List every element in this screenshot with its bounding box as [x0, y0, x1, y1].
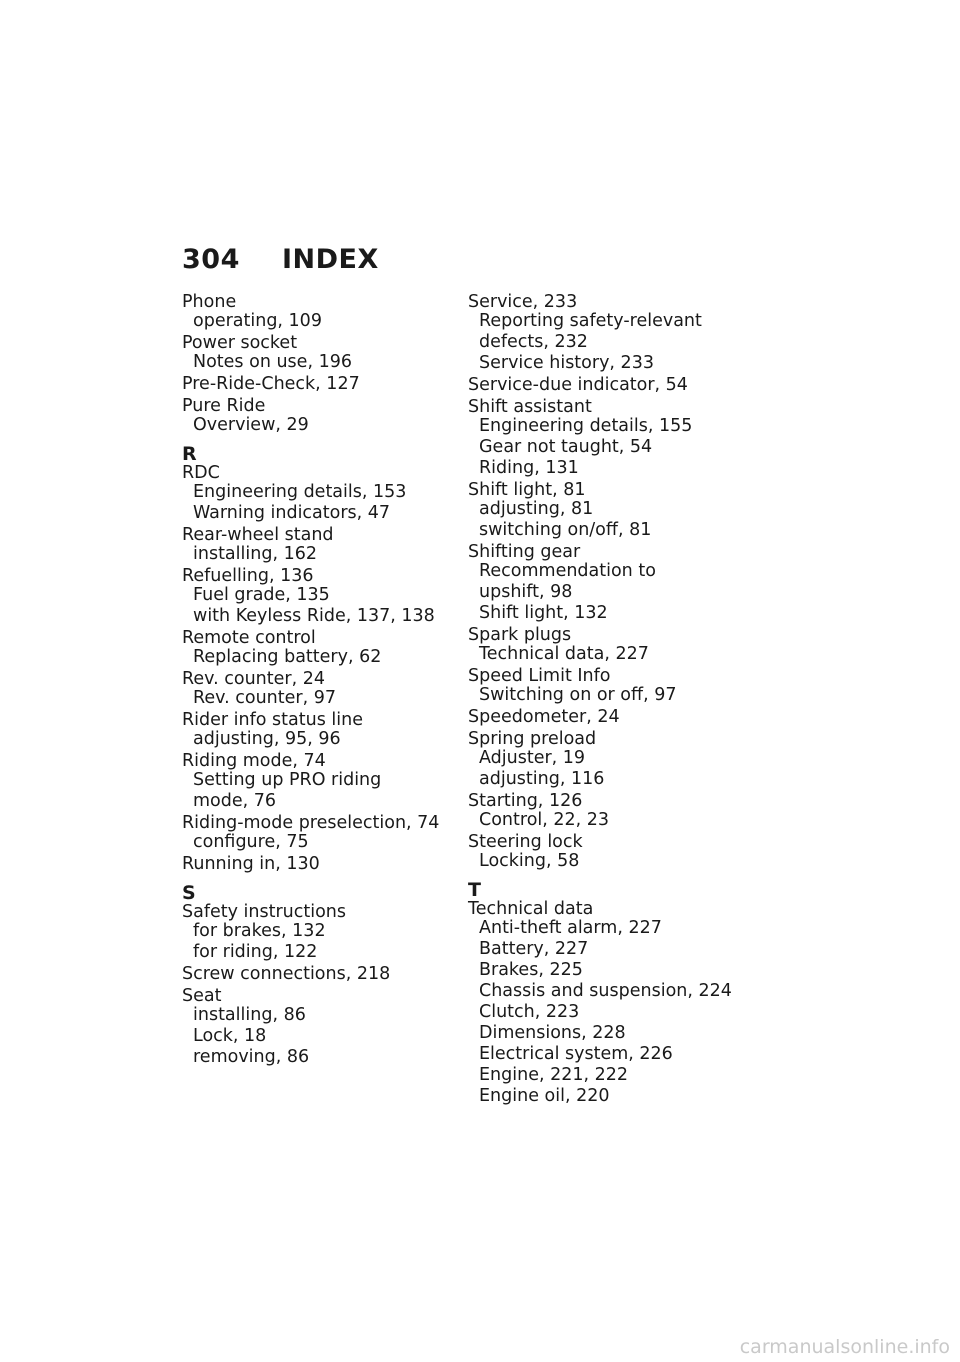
index-entry: Riding mode, 74	[182, 751, 326, 771]
index-entry: Shift assistant	[468, 397, 592, 417]
index-subentry: Shift light, 132	[479, 603, 608, 623]
index-subentry: Fuel grade, 135	[193, 585, 330, 605]
watermark: carmanualsonline.info	[739, 1336, 950, 1358]
index-subentry: adjusting, 81	[479, 499, 594, 519]
page-number: 304	[182, 244, 240, 275]
index-column-right	[468, 293, 738, 1106]
index-subentry: Electrical system, 226	[479, 1044, 673, 1064]
index-entry: Power socket	[182, 333, 298, 353]
index-subentry: Riding, 131	[479, 458, 579, 478]
index-letter-heading: S	[182, 882, 196, 904]
index-subentry: Setting up PRO riding	[193, 770, 382, 790]
page-title: INDEX	[282, 244, 379, 275]
index-entry: Remote control	[182, 628, 316, 648]
index-entry: Shifting gear	[468, 542, 581, 562]
index-subentry: Engine, 221, 222	[479, 1065, 629, 1085]
index-subentry: Control, 22, 23	[479, 810, 610, 830]
index-entry: Pre-Ride-Check, 127	[182, 374, 360, 394]
index-letter-heading: R	[182, 443, 197, 465]
index-subentry: Battery, 227	[479, 939, 589, 959]
index-subentry: Service history, 233	[479, 353, 654, 373]
index-entry: Technical data	[468, 899, 594, 919]
index-subentry: Engineering details, 155	[479, 416, 693, 436]
index-subentry: Engine oil, 220	[479, 1086, 610, 1106]
index-subentry: Replacing battery, 62	[193, 647, 382, 667]
index-entry: Starting, 126	[468, 791, 583, 811]
index-subentry: removing, 86	[193, 1047, 310, 1067]
index-subentry: Technical data, 227	[479, 644, 649, 664]
index-entry: Refuelling, 136	[182, 566, 314, 586]
index-subentry: installing, 86	[193, 1005, 306, 1025]
index-entry: Safety instructions	[182, 902, 347, 922]
index-subentry: Notes on use, 196	[193, 352, 352, 372]
index-subentry: Lock, 18	[193, 1026, 267, 1046]
index-entry: Rear-wheel stand	[182, 525, 334, 545]
index-subentry: Adjuster, 19	[479, 748, 586, 768]
index-entry: Running in, 130	[182, 854, 320, 874]
index-subentry: Clutch, 223	[479, 1002, 580, 1022]
index-entry: Riding-mode preselection, 74	[182, 813, 440, 833]
index-entry: Speedometer, 24	[468, 707, 620, 727]
index-subentry: Anti-theft alarm, 227	[479, 918, 662, 938]
index-entry: Rider info status line	[182, 710, 363, 730]
index-entry: RDC	[182, 463, 220, 483]
index-subentry: mode, 76	[193, 791, 277, 811]
page-header	[182, 244, 379, 275]
index-subentry: Dimensions, 228	[479, 1023, 626, 1043]
index-subentry: Warning indicators, 47	[193, 503, 391, 523]
index-entry: Screw connections, 218	[182, 964, 391, 984]
index-subentry: for riding, 122	[193, 942, 318, 962]
index-subentry: operating, 109	[193, 311, 322, 331]
index-entry: Seat	[182, 986, 222, 1006]
index-entry: Spark plugs	[468, 625, 572, 645]
index-subentry: upshift, 98	[479, 582, 573, 602]
index-letter-heading: T	[468, 879, 481, 901]
index-subentry: Overview, 29	[193, 415, 309, 435]
index-subentry: Brakes, 225	[479, 960, 583, 980]
index-subentry: Chassis and suspension, 224	[479, 981, 732, 1001]
index-column-left	[182, 293, 452, 1067]
index-entry: Phone	[182, 292, 237, 312]
index-subentry: Switching on or off, 97	[479, 685, 677, 705]
index-subentry: with Keyless Ride, 137, 138	[193, 606, 435, 626]
index-subentry: Locking, 58	[479, 851, 580, 871]
index-subentry: adjusting, 95, 96	[193, 729, 341, 749]
index-subentry: Recommendation to	[479, 561, 656, 581]
index-entry: Speed Limit Info	[468, 666, 611, 686]
index-entry: Service, 233	[468, 292, 578, 312]
index-entry: Pure Ride	[182, 396, 266, 416]
index-subentry: Engineering details, 153	[193, 482, 407, 502]
index-subentry: Rev. counter, 97	[193, 688, 336, 708]
index-entry: Steering lock	[468, 832, 583, 852]
index-subentry: Gear not taught, 54	[479, 437, 653, 457]
index-entry: Rev. counter, 24	[182, 669, 325, 689]
index-subentry: switching on/off, 81	[479, 520, 652, 540]
index-subentry: defects, 232	[479, 332, 588, 352]
index-subentry: for brakes, 132	[193, 921, 326, 941]
index-entry: Service-due indicator, 54	[468, 375, 688, 395]
index-subentry: installing, 162	[193, 544, 317, 564]
index-entry: Shift light, 81	[468, 480, 586, 500]
index-entry: Spring preload	[468, 729, 597, 749]
index-subentry: configure, 75	[193, 832, 309, 852]
index-subentry: Reporting safety-relevant	[479, 311, 702, 331]
index-subentry: adjusting, 116	[479, 769, 605, 789]
